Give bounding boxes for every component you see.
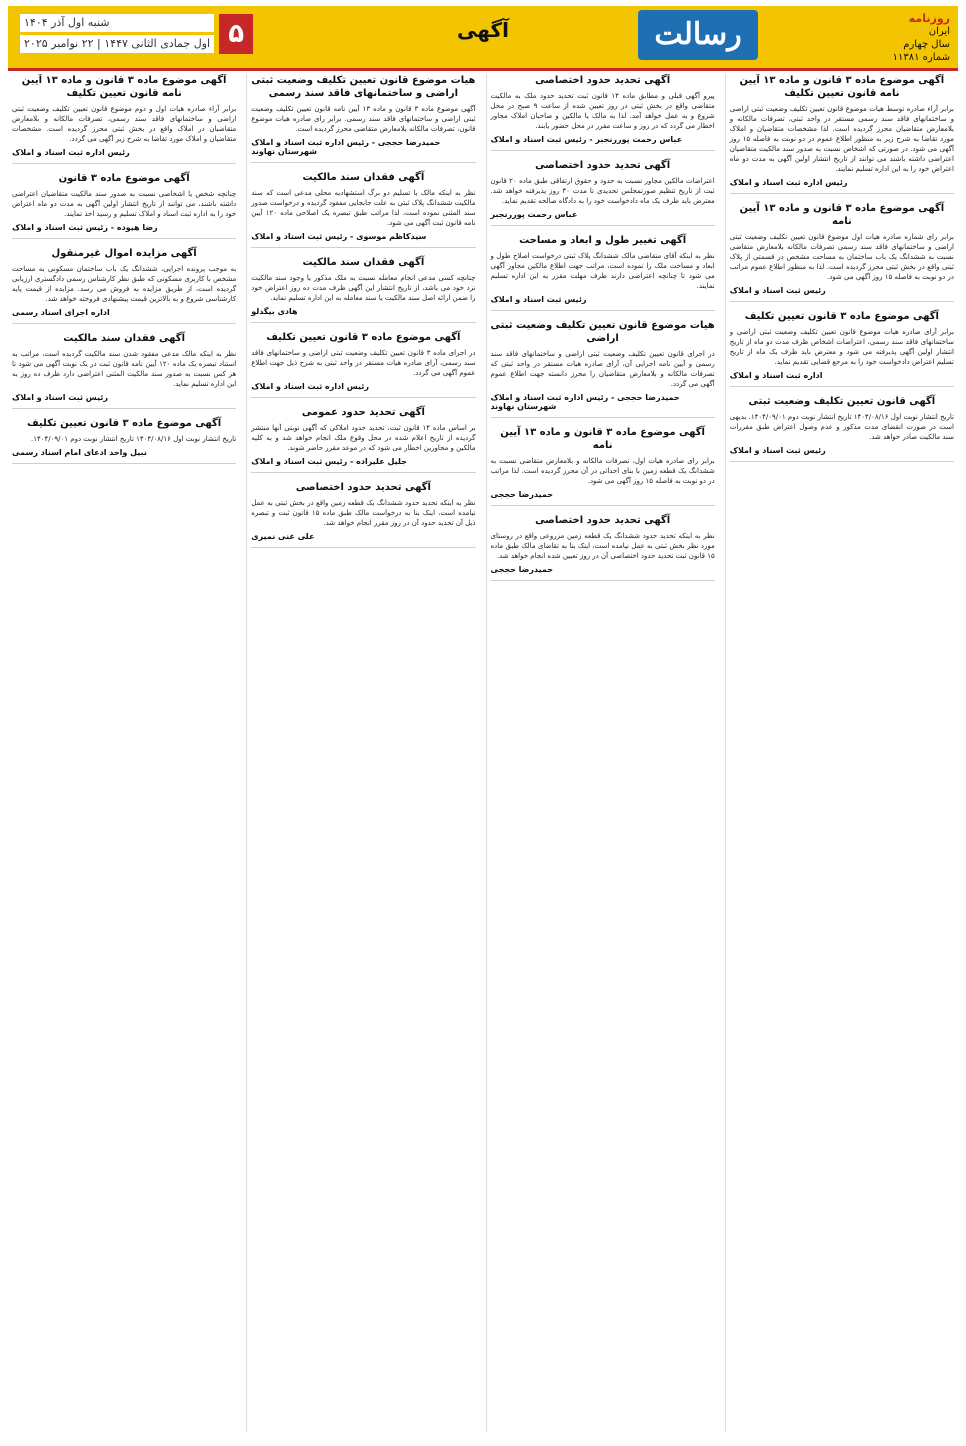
date-hijri-gregorian: اول جمادی الثانی ۱۴۴۷ | ۲۲ نوامبر ۲۰۲۵ bbox=[20, 35, 214, 53]
notice-title: هیات موضوع قانون تعیین تکلیف وضعیت ثبتی اراضی و ساختمانهای فاقد سند رسمی bbox=[251, 74, 475, 100]
notice bbox=[251, 331, 475, 398]
notice-title: آگهی تحدید حدود اختصاصی bbox=[491, 74, 715, 87]
notice bbox=[251, 406, 475, 473]
column-2 bbox=[486, 74, 719, 1432]
brand-block bbox=[840, 12, 950, 64]
notice-title: آگهی فقدان سند مالکیت bbox=[251, 256, 475, 269]
notice-signer: اداره ثبت اسناد و املاک bbox=[730, 371, 954, 380]
notice-title: آگهی موضوع ماده ۳ قانون تعیین تکلیف bbox=[12, 417, 236, 430]
notice-body: در اجرای ماده ۳ قانون تعیین تکلیف وضعیت ثبتی اراضی و ساختمانهای فاقد سند رسمی، آرای صادره هیات مستقر در واحد ثبتی به شرح ذیل جهت اطلاع عموم آگهی می گردد. bbox=[251, 348, 475, 378]
notice-signer: عباس رحمت پوررنجبر bbox=[491, 210, 715, 219]
notice-title: آگهی تغییر طول و ابعاد و مساحت bbox=[491, 234, 715, 247]
notice-title: آگهی تحدید حدود عمومی bbox=[251, 406, 475, 419]
resalat-logo: رسالت bbox=[638, 10, 758, 60]
column-4 bbox=[8, 74, 240, 1432]
notice-body: نظر به اینکه مالک با تسلیم دو برگ استشهادیه محلی مدعی است که سند مالکیت ششدانگ پلاک ثبتی به علت جابجایی مفقود گردیده و درخواست صدور سند المثنی نموده است، لذا مراتب طبق تبصره یک اصلاحی ماده ۱۲۰ آیین نامه قانون ثبت آگهی می شود. bbox=[251, 188, 475, 228]
notice bbox=[12, 247, 236, 324]
page-info bbox=[20, 14, 261, 56]
notice-body: نظر به اینکه تحدید حدود ششدانگ یک قطعه زمین مزروعی واقع در روستای مورد نظر بخش ثبتی به عمل نیامده است، اینک بنا به تقاضای مالک طبق ماده ۱۵ قانون ثبت تحدید حدود اختصاصی آن در روز تعیین شده انجام خواهد شد. bbox=[491, 531, 715, 561]
notice bbox=[730, 74, 954, 194]
notice-title: آگهی تحدید حدود اختصاصی bbox=[251, 481, 475, 494]
notice bbox=[491, 74, 715, 151]
notice-title: آگهی موضوع ماده ۳ قانون و ماده ۱۳ آیین نامه قانون تعیین تکلیف bbox=[12, 74, 236, 100]
notice-body: برابر آراء صادره هیات اول و دوم موضوع قانون تعیین تکلیف وضعیت ثبتی اراضی و ساختمانهای فاقد سند رسمی، تصرفات مالکانه و بلامعارض متقاضیان در املاک واقع در بخش ثبتی محرز گردیده است. مشخصات متقاضیان و املاک مورد تقاضا به شرح زیر آگهی می گردد. bbox=[12, 104, 236, 144]
brand-name-sub: ایران bbox=[840, 25, 950, 38]
notice bbox=[491, 426, 715, 506]
notice bbox=[730, 310, 954, 387]
column-1 bbox=[725, 74, 958, 1432]
notice-signer: حمیدرضا حججی - رئیس اداره ثبت اسناد و املاک شهرستان نهاوند bbox=[491, 393, 715, 411]
section-title: آگهی bbox=[457, 18, 509, 42]
notice-signer: حمیدرضا حججی bbox=[491, 565, 715, 574]
notice-signer: هادی بیگدلو bbox=[251, 307, 475, 316]
notice-signer: سیدکاظم موسوی - رئیس ثبت اسناد و املاک bbox=[251, 232, 475, 241]
notice-body: بر اساس ماده ۱۴ قانون ثبت، تحدید حدود املاکی که آگهی نوبتی آنها منتشر گردیده از تاریخ اعلام شده در محل وقوع ملک انجام خواهد شد و به کلیه مالکین و مجاورین اخطار می شود که در موعد مقرر حاضر شوند. bbox=[251, 423, 475, 453]
notice bbox=[491, 319, 715, 418]
notice-signer: رئیس اداره ثبت اسناد و املاک bbox=[12, 148, 236, 157]
column-3 bbox=[246, 74, 479, 1432]
notice-title: آگهی قانون تعیین تکلیف وضعیت ثبتی bbox=[730, 395, 954, 408]
notice bbox=[12, 332, 236, 409]
issue-number: شماره ۱۱۳۸۱ bbox=[840, 51, 950, 64]
notice bbox=[251, 481, 475, 548]
page-number: ۵ bbox=[219, 14, 253, 54]
notice bbox=[730, 395, 954, 462]
notice bbox=[12, 417, 236, 464]
notice-body: اعتراضات مالکین مجاور نسبت به حدود و حقوق ارتفاقی طبق ماده ۲۰ قانون ثبت از تاریخ تنظیم صورتمجلس تحدیدی تا مدت ۳۰ روز پذیرفته خواهد شد. معترض باید ظرف یک ماه دادخواست خود را به دادگاه صالحه تقدیم نماید. bbox=[491, 176, 715, 206]
notice-title: آگهی موضوع ماده ۳ قانون تعیین تکلیف bbox=[730, 310, 954, 323]
notice-signer: حمیدرضا حججی bbox=[491, 490, 715, 499]
notice-signer: اداره اجرای اسناد رسمی bbox=[12, 308, 236, 317]
notice bbox=[251, 256, 475, 323]
notice-signer: رضا هیوده - رئیس ثبت اسناد و املاک bbox=[12, 223, 236, 232]
notice-body: برابر رای شماره صادره هیات اول موضوع قانون تعیین تکلیف وضعیت ثبتی اراضی و ساختمانهای فاقد سند رسمی تصرفات مالکانه بلامعارض متقاضی نسبت به ششدانگ یک باب ساختمان به مساحت مشخص در قسمتی از پلاک ثبتی واقع در بخش ثبتی محرز گردیده است. لذا به منظور اطلاع عموم مراتب در دو نوبت به فاصله ۱۵ روز آگهی می شود. bbox=[730, 232, 954, 282]
notice-body: نظر به اینکه مالک مدعی مفقود شدن سند مالکیت گردیده است، مراتب به استناد تبصره یک ماده ۱۲۰ آیین نامه قانون ثبت در یک نوبت آگهی می شود تا هر کس نسبت به صدور سند مالکیت المثنی اعتراضی دارد ظرف ده روز به این اداره تسلیم نماید. bbox=[12, 349, 236, 389]
notice-title: آگهی تحدید حدود اختصاصی bbox=[491, 514, 715, 527]
notice bbox=[491, 159, 715, 226]
notice-title: آگهی موضوع ماده ۳ قانون و ماده ۱۳ آیین نامه قانون تعیین تکلیف bbox=[730, 74, 954, 100]
notice-title: آگهی موضوع ماده ۳ قانون و ماده ۱۳ آیین نامه bbox=[730, 202, 954, 228]
notice-signer: حمیدرضا حججی - رئیس اداره ثبت اسناد و املاک شهرستان نهاوند bbox=[251, 138, 475, 156]
notice-signer: نبیل واحد ادعای امام اسناد رسمی bbox=[12, 448, 236, 457]
notice-body: چنانچه کسی مدعی انجام معامله نسبت به ملک مذکور یا وجود سند مالکیت نزد خود می باشد، از تاریخ انتشار این آگهی ظرف مدت ده روز اعتراض خود را ضمن ارائه اصل سند مالکیت یا سند معامله به این اداره تسلیم نماید. bbox=[251, 273, 475, 303]
notice-body: تاریخ انتشار نوبت اول ۱۴۰۴/۰۸/۱۶ تاریخ انتشار نوبت دوم ۱۴۰۴/۰۹/۰۱. بدیهی است در صورت انقضای مدت مذکور و عدم وصول اعتراض طبق مقررات سند مالکیت صادر خواهد شد. bbox=[730, 412, 954, 442]
notice-body: برابر آراء صادره توسط هیات موضوع قانون تعیین تکلیف وضعیت ثبتی اراضی و ساختمانهای فاقد سند رسمی مستقر در واحد ثبتی، تصرفات مالکانه و بلامعارض متقاضیان محرز گردیده است. لذا مشخصات متقاضیان و املاک مورد تقاضا به شرح زیر به منظور اطلاع عموم در دو نوبت به فاصله ۱۵ روز آگهی می شود. در صورتی که اشخاص نسبت به صدور سند مالکیت متقاضیان اعتراضی داشته باشند می توانند از تاریخ انتشار اولین آگهی به مدت دو ماه اعتراض خود را به این اداره تسلیم نمایند. bbox=[730, 104, 954, 174]
notice-title: آگهی تحدید حدود اختصاصی bbox=[491, 159, 715, 172]
notice-signer: علی غنی نمیری bbox=[251, 532, 475, 541]
notice-title: آگهی موضوع ماده ۳ قانون bbox=[12, 172, 236, 185]
notice-title: آگهی مزایده اموال غیرمنقول bbox=[12, 247, 236, 260]
notice-body: برابر رای صادره هیات اول، تصرفات مالکانه و بلامعارض متقاضی نسبت به ششدانگ یک قطعه زمین با بنای احداثی در آن محرز گردیده است. لذا مراتب در دو نوبت به فاصله ۱۵ روز آگهی می شود. bbox=[491, 456, 715, 486]
notice-signer: رئیس اداره ثبت اسناد و املاک bbox=[251, 382, 475, 391]
notice bbox=[251, 171, 475, 248]
year-text: سال چهارم bbox=[840, 38, 950, 51]
notice-signer: جلیل علیزاده - رئیس ثبت اسناد و املاک bbox=[251, 457, 475, 466]
notice-title: هیات موضوع قانون تعیین تکلیف وضعیت ثبتی اراضی bbox=[491, 319, 715, 345]
notice-signer: عباس رحمت پوررنجبر - رئیس ثبت اسناد و املاک bbox=[491, 135, 715, 144]
notice bbox=[12, 74, 236, 164]
notice-body: در اجرای قانون تعیین تکلیف وضعیت ثبتی اراضی و ساختمانهای فاقد سند رسمی و آیین نامه اجرایی آن، آرای صادره هیات مستقر در واحد ثبتی که تصرفات مالکانه و بلامعارض متقاضیان را محرز دانسته جهت اطلاع عموم آگهی می گردد. bbox=[491, 349, 715, 389]
notice-title: آگهی موضوع ماده ۳ قانون تعیین تکلیف bbox=[251, 331, 475, 344]
notice-body: نظر به اینکه آقای متقاضی مالک ششدانگ پلاک ثبتی درخواست اصلاح طول و ابعاد و مساحت ملک را نموده است، مراتب جهت اطلاع مالکین مجاور آگهی می شود تا چنانچه اعتراضی دارند ظرف مهلت مقرر به این اداره تسلیم نمایند. bbox=[491, 251, 715, 291]
notices-columns bbox=[8, 74, 958, 1432]
notice-body: پیرو آگهی قبلی و مطابق ماده ۱۴ قانون ثبت تحدید حدود ملک به مالکیت متقاضی واقع در بخش ثبتی در روز تعیین شده از ساعت ۹ صبح در محل شروع و به عمل خواهد آمد. لذا به مالک یا مالکین و صاحبان املاک مجاور اخطار می گردد که در روز و ساعت مقرر در محل حضور یابند. bbox=[491, 91, 715, 131]
notice-body: چنانچه شخص یا اشخاصی نسبت به صدور سند مالکیت متقاضیان اعتراضی داشته باشند، می توانند از تاریخ انتشار اولین آگهی به مدت دو ماه اعتراض خود را به اداره ثبت اسناد و املاک تسلیم و رسید اخذ نمایند. bbox=[12, 189, 236, 219]
notice bbox=[251, 74, 475, 163]
date-persian: شنبه اول آذر ۱۴۰۴ bbox=[20, 14, 214, 32]
notice-signer: رئیس اداره ثبت اسناد و املاک bbox=[730, 178, 954, 187]
notice-signer: رئیس ثبت اسناد و املاک bbox=[730, 286, 954, 295]
notice-signer: رئیس ثبت اسناد و املاک bbox=[12, 393, 236, 402]
notice bbox=[491, 514, 715, 581]
notice-body: برابر آرای صادره هیات موضوع قانون تعیین تکلیف وضعیت ثبتی اراضی و ساختمانهای فاقد سند رسمی، اعتراضات اشخاص ظرف مدت دو ماه از تاریخ انتشار اولین آگهی پذیرفته می شود و معترض باید ظرف یک ماه از تاریخ تسلیم اعتراض دادخواست خود را به مرجع قضایی تقدیم نماید. bbox=[730, 327, 954, 367]
notice-title: آگهی فقدان سند مالکیت bbox=[251, 171, 475, 184]
notice bbox=[12, 172, 236, 239]
notice bbox=[491, 234, 715, 311]
notice-signer: رئیس ثبت اسناد و املاک bbox=[730, 446, 954, 455]
notice-signer: رئیس ثبت اسناد و املاک bbox=[491, 295, 715, 304]
notice-body: تاریخ انتشار نوبت اول ۱۴۰۴/۰۸/۱۶ تاریخ انتشار نوبت دوم ۱۴۰۴/۰۹/۰۱. bbox=[12, 434, 236, 444]
date-block bbox=[20, 14, 214, 56]
notice-body: به موجب پرونده اجرایی، ششدانگ یک باب ساختمان مسکونی به مساحت مشخص با کاربری مسکونی که طبق نظر کارشناس رسمی دادگستری ارزیابی گردیده است، از طریق مزایده به فروش می رسد. مزایده از قیمت پایه کارشناسی شروع و به بالاترین قیمت پیشنهادی فروخته خواهد شد. bbox=[12, 264, 236, 304]
masthead bbox=[8, 6, 958, 71]
notice-body: نظر به اینکه تحدید حدود ششدانگ یک قطعه زمین واقع در بخش ثبتی به عمل نیامده است، اینک بنا به درخواست مالک طبق ماده ۱۵ قانون ثبت و تبصره ذیل آن تحدید حدود آن در روز مقرر انجام خواهد شد. bbox=[251, 498, 475, 528]
notice bbox=[730, 202, 954, 302]
notice-title: آگهی موضوع ماده ۳ قانون و ماده ۱۳ آیین نامه bbox=[491, 426, 715, 452]
notice-body: آگهی موضوع ماده ۳ قانون و ماده ۱۳ آیین نامه قانون تعیین تکلیف وضعیت ثبتی اراضی و ساختمانهای فاقد سند رسمی. برابر رای صادره هیات موضوع قانون، تصرفات مالکانه بلامعارض متقاضی محرز گردیده است. bbox=[251, 104, 475, 134]
brand-name: روزنامه bbox=[840, 12, 950, 25]
notice-title: آگهی فقدان سند مالکیت bbox=[12, 332, 236, 345]
